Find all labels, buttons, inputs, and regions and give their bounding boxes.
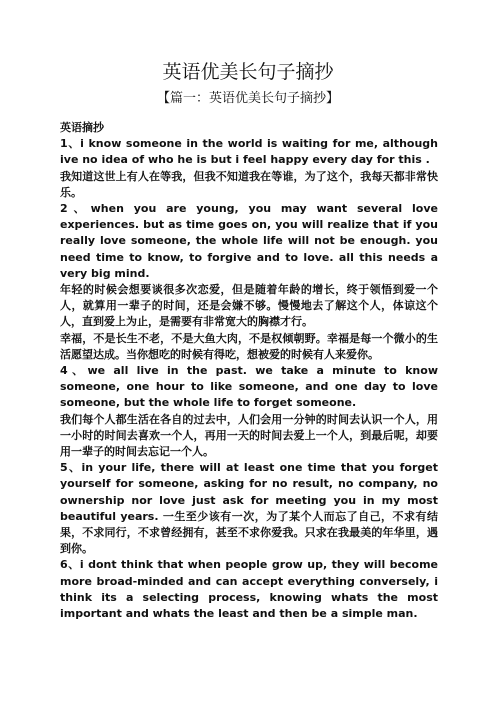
paragraph-1-english: 1、i know someone in the world is waiting for me, although ive no idea of who he is but i feel happy every day for this .	[60, 137, 438, 167]
paragraph-4-english: 4、we all live in the past. we take a minute to know someone, one hour to like someone, and one day to love someone, but the whole life to forget someone.	[60, 364, 438, 410]
paragraph-3-chinese: 幸福，不是长生不老，不是大鱼大肉，不是权倾朝野。幸福是每一个微小的生活愿望达成。当你想吃的时候有得吃，想被爱的时候有人来爱你。	[60, 331, 438, 361]
paragraph-1-chinese: 我知道这世上有人在等我，但我不知道我在等谁，为了这个，我每天都非常快乐。	[60, 169, 438, 199]
paragraph-5-mixed: 5、in your life, there will at least one time that you forget yourself for someone, asking for no result, no company, no ownership nor love just ask for meeting you in my most beautiful years. 一生至少该有一次，为了某个人而忘了自己，不求有结果，不求同行，不求曾经拥有，甚至不求你爱我。只求在我最美的年华里，遇到你。	[60, 461, 438, 556]
document-body	[60, 120, 438, 622]
section-heading: 英语摘抄	[60, 121, 104, 134]
document-title: 英语优美长句子摘抄	[162, 61, 334, 83]
paragraph-4-chinese: 我们每个人都生活在各自的过去中，人们会用一分钟的时间去认识一个人，用一小时的时间去喜欢一个人，再用一天的时间去爱上一个人，到最后呢，却要用一辈子的时间去忘记一个人。	[60, 412, 438, 459]
document-subtitle: 【篇一：英语优美长句子摘抄】	[156, 91, 339, 106]
paragraph-2-chinese: 年轻的时候会想要谈很多次恋爱，但是随着年龄的增长，终于领悟到爱一个人，就算用一辈子的时间，还是会嫌不够。慢慢地去了解这个人，体谅这个人，直到爱上为止，是需要有非常宽大的胸襟才行。	[60, 283, 438, 329]
paragraph-2-english: 2、when you are young, you may want several love experiences. but as time goes on, you will realize that if you really love someone, the whole life will not be enough. you need time to know, to forgive and to love. all this needs a very big mind.	[60, 202, 438, 280]
paragraph-6-english: 6、i dont think that when people grow up, they will become more broad-minded and can accept everything conversely, i think its a selecting process, knowing whats the most important and whats the least and then be a simple man.	[60, 558, 438, 621]
